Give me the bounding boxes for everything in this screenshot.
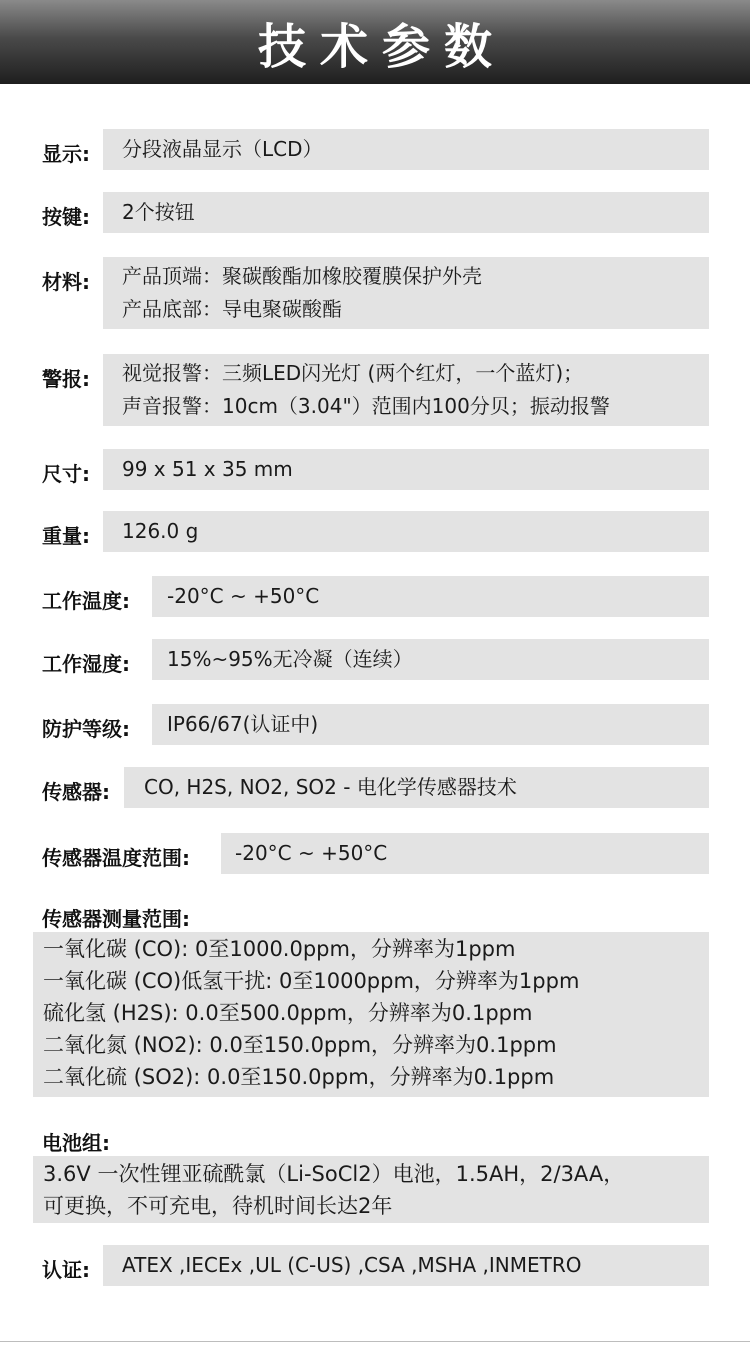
spec-value: -20°C ~ +50°C bbox=[167, 584, 320, 608]
spec-value-box bbox=[103, 511, 709, 552]
spec-row-operating-humidity bbox=[0, 639, 750, 680]
spec-row-protection-rating bbox=[0, 704, 750, 745]
sensor-range-line: 硫化氢 (H2S): 0.0至500.0ppm，分辨率为0.1ppm bbox=[43, 1001, 533, 1025]
battery-line: 可更换，不可充电，待机时间长达2年 bbox=[43, 1194, 393, 1218]
spec-value: 2个按钮 bbox=[122, 200, 195, 224]
spec-label: 警报: bbox=[42, 367, 90, 391]
spec-value-box bbox=[103, 192, 709, 233]
spec-row-material bbox=[0, 257, 750, 329]
sensor-range-line: 二氧化硫 (SO2): 0.0至150.0ppm，分辨率为0.1ppm bbox=[43, 1065, 555, 1089]
spec-label: 重量: bbox=[42, 524, 90, 548]
spec-label: 尺寸: bbox=[42, 462, 90, 486]
spec-row-dimensions bbox=[0, 449, 750, 490]
spec-row-display bbox=[0, 129, 750, 170]
spec-value-box bbox=[103, 449, 709, 490]
spec-value-box bbox=[103, 257, 709, 329]
spec-row-operating-temperature bbox=[0, 576, 750, 617]
spec-row-buttons bbox=[0, 192, 750, 233]
spec-value: 99 x 51 x 35 mm bbox=[122, 457, 293, 481]
spec-label: 工作温度: bbox=[42, 589, 130, 613]
spec-value-box bbox=[103, 1245, 709, 1286]
sensor-range-line: 一氧化碳 (CO)低氢干扰: 0至1000ppm，分辨率为1ppm bbox=[43, 969, 580, 993]
spec-row-alarm bbox=[0, 354, 750, 426]
spec-value-line: 声音报警：10cm（3.04"）范围内100分贝；振动报警 bbox=[122, 394, 610, 418]
spec-value-box bbox=[103, 129, 709, 170]
spec-row-sensors bbox=[0, 767, 750, 808]
spec-label: 传感器: bbox=[42, 780, 110, 804]
bottom-divider bbox=[0, 1341, 750, 1342]
sensor-range-line: 二氧化氮 (NO2): 0.0至150.0ppm，分辨率为0.1ppm bbox=[43, 1033, 557, 1057]
page-header bbox=[0, 0, 750, 84]
spec-value: -20°C ~ +50°C bbox=[235, 841, 388, 865]
spec-value: ATEX ,IECEx ,UL (C-US) ,CSA ,MSHA ,INMETRO bbox=[122, 1253, 582, 1277]
spec-label: 按键: bbox=[42, 205, 90, 229]
spec-label: 认证: bbox=[42, 1258, 90, 1282]
spec-value: 15%~95%无冷凝（连续） bbox=[167, 647, 413, 671]
spec-value: 126.0 g bbox=[122, 519, 199, 543]
spec-row-sensor-temperature-range bbox=[0, 833, 750, 874]
spec-row-weight bbox=[0, 511, 750, 552]
spec-label: 工作湿度: bbox=[42, 652, 130, 676]
spec-label: 防护等级: bbox=[42, 717, 130, 741]
spec-label: 材料: bbox=[42, 270, 90, 294]
page-title: 技术参数 bbox=[257, 18, 506, 75]
battery-box bbox=[33, 1156, 709, 1223]
spec-value-line: 产品底部：导电聚碳酸酯 bbox=[122, 297, 342, 321]
spec-value-box bbox=[221, 833, 709, 874]
sensor-range-line: 一氧化碳 (CO): 0至1000.0ppm，分辨率为1ppm bbox=[43, 937, 516, 961]
section-label-sensor-range: 传感器测量范围: bbox=[42, 907, 190, 931]
spec-value: IP66/67(认证中) bbox=[167, 712, 319, 736]
spec-value: 分段液晶显示（LCD） bbox=[122, 137, 323, 161]
spec-value-box bbox=[152, 704, 709, 745]
section-label-battery: 电池组: bbox=[42, 1131, 110, 1155]
spec-label: 传感器温度范围: bbox=[42, 846, 190, 870]
spec-label: 显示: bbox=[42, 142, 90, 166]
battery-line: 3.6V 一次性锂亚硫酰氯（Li-SoCl2）电池，1.5AH，2/3AA， bbox=[43, 1162, 625, 1186]
spec-value-box bbox=[103, 354, 709, 426]
spec-value-line: 产品顶端：聚碳酸酯加橡胶覆膜保护外壳 bbox=[122, 264, 482, 288]
spec-value-line: 视觉报警：三频LED闪光灯 (两个红灯，一个蓝灯)； bbox=[122, 361, 584, 385]
spec-value-box bbox=[152, 639, 709, 680]
sensor-range-box bbox=[33, 932, 709, 1097]
spec-row-certification bbox=[0, 1245, 750, 1286]
spec-value-box bbox=[124, 767, 709, 808]
spec-value: CO, H2S, NO2, SO2 - 电化学传感器技术 bbox=[144, 775, 517, 799]
spec-value-box bbox=[152, 576, 709, 617]
